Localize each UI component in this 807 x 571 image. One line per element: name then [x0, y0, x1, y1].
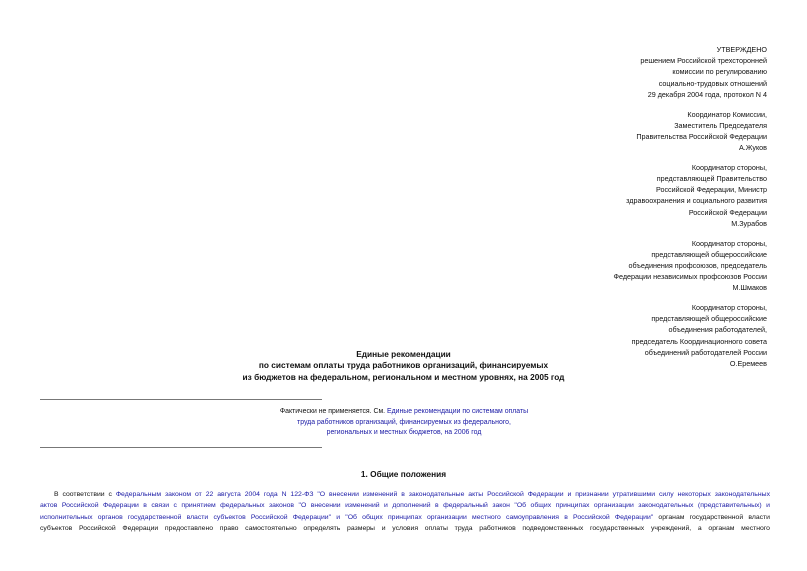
title-line: Единые рекомендации: [356, 349, 451, 359]
coordinator-government: [487, 162, 767, 229]
signatory-line: объединения работодателей,: [668, 325, 767, 335]
paragraph-line: [40, 489, 770, 500]
signatory-line: представляющей Правительство: [656, 174, 767, 184]
signatory-line: объединения профсоюзов, председатель: [628, 260, 767, 270]
note-line: [204, 407, 604, 418]
recommendations-2006-link-cont[interactable]: региональных и местных бюджетов, на 2006 год: [326, 429, 482, 437]
coordinator-commission: [487, 109, 767, 154]
note-divider-top: [40, 399, 322, 400]
signatory-line: Федерации независимых профсоюзов России: [613, 272, 767, 282]
signatory-line: Координатор стороны,: [691, 162, 767, 172]
approval-line: 29 декабря 2004 года, протокол N 4: [647, 89, 767, 99]
title-line: из бюджетов на федеральном, региональном и местном уровнях, на 2005 год: [242, 371, 565, 382]
signatory-line: председатель Координационного совета: [631, 336, 767, 346]
signatory-line: Заместитель Председателя: [674, 120, 767, 130]
federal-law-122-link[interactable]: Федеральным законом от 22 августа 2004 года N 122-ФЗ "О внесении изменений в законодательные акты Российской Федерации и признании утратившими силу некоторых законодательных: [115, 491, 770, 498]
signatory-line: Российской Федерации, Министр: [655, 185, 767, 195]
approval-line: УТВЕРЖДЕНО: [716, 45, 767, 54]
paragraph-line: субъектов Российской Федерации предоставлено право самостоятельно определять размеры и условия оплаты труда работников подведомственных государственных учреждений, а органам местного: [40, 525, 770, 533]
paragraph-line: [40, 512, 770, 523]
signatory-name: М.Зурабов: [731, 218, 767, 228]
paragraph-text: В соответствии с: [54, 491, 116, 498]
approval-header: [487, 44, 767, 100]
body-paragraph: [40, 489, 770, 535]
title-line: по системам оплаты труда работников организаций, финансируемых: [258, 360, 549, 371]
recommendations-2006-link[interactable]: Единые рекомендации по системам оплаты: [387, 408, 529, 415]
approval-line: социально-трудовых отношений: [658, 78, 767, 88]
status-note: [204, 407, 604, 439]
signatory-name: А.Жуков: [739, 143, 767, 153]
paragraph-text: органам государственной власти: [653, 513, 770, 521]
signatory-line: Российской Федерации: [688, 207, 767, 217]
federal-law-122-link-cont[interactable]: актов Российской Федерации в связи с принятием федеральных законов "О внесении изменений и дополнений в федеральный закон "Об общих принципах организации законодательных (представительных) и: [40, 502, 770, 510]
signatory-line: Координатор стороны,: [691, 238, 767, 248]
signatory-line: объединений работодателей России: [644, 347, 767, 357]
signatory-line: Координатор стороны,: [691, 303, 767, 313]
approval-line: решением Российской трехсторонней: [640, 56, 767, 66]
signatory-name: М.Шмаков: [732, 283, 767, 293]
signatory-line: представляющей общероссийские: [651, 249, 767, 259]
document-title: [180, 349, 627, 383]
signatory-name: О.Еремеев: [729, 359, 767, 369]
recommendations-2006-link-cont[interactable]: труда работников организаций, финансируемых из федерального,: [297, 418, 511, 426]
signatory-line: представляющей общероссийские: [651, 314, 767, 324]
coordinator-unions: [487, 238, 767, 294]
signatory-line: здравоохранения и социального развития: [626, 196, 767, 206]
note-divider-bottom: [40, 447, 322, 448]
note-prefix: Фактически не применяется. См.: [279, 408, 388, 415]
approval-stamp: [487, 44, 767, 378]
section-heading: 1. Общие положения: [360, 469, 447, 479]
signatory-line: Правительства Российской Федерации: [636, 131, 767, 141]
signatory-line: Координатор Комиссии,: [687, 109, 767, 119]
federal-law-122-link-cont[interactable]: исполнительных органов государственной власти субъектов Российской Федерации" и "Об общих принципах организации местного самоуправления в Российской Федерации": [40, 513, 654, 521]
approval-line: комиссии по регулированию: [672, 67, 767, 77]
